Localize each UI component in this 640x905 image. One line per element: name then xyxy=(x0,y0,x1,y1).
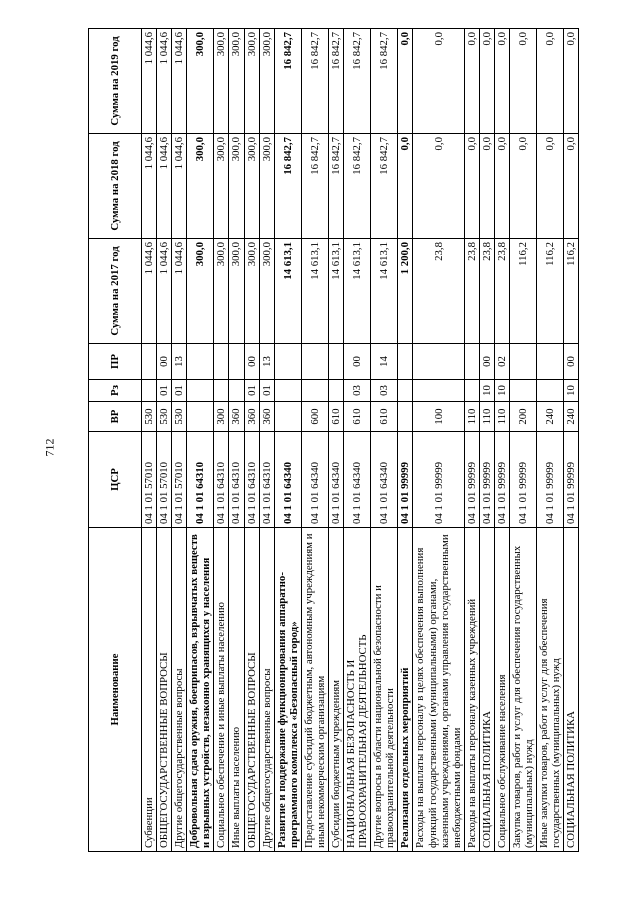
cell-vr xyxy=(187,402,214,432)
cell-vr xyxy=(398,402,413,432)
cell-sum-2017: 116,2 xyxy=(564,239,579,344)
cell-sum-2017: 14 613,1 xyxy=(344,239,371,344)
cell-name: ОБЩЕГОСУДАРСТВЕННЫЕ ВОПРОСЫ xyxy=(157,528,172,852)
cell-pr: 00 xyxy=(244,344,259,380)
cell-sum-2019: 16 842,7 xyxy=(329,29,344,134)
cell-vr: 600 xyxy=(301,402,328,432)
cell-name: ОБЩЕГОСУДАРСТВЕННЫЕ ВОПРОСЫ xyxy=(244,528,259,852)
table-row xyxy=(398,29,413,852)
cell-csr: 04 1 01 64340 xyxy=(371,432,398,528)
page-number: 712 xyxy=(42,438,57,457)
table-row xyxy=(214,29,229,852)
cell-sum-2018: 16 842,7 xyxy=(344,134,371,239)
cell-sum-2017: 14 613,1 xyxy=(274,239,301,344)
cell-name: Закупка товаров, работ и услуг для обеспечения государственных (муниципальных) нужд xyxy=(510,528,537,852)
cell-rz xyxy=(464,380,479,402)
cell-pr xyxy=(214,344,229,380)
cell-sum-2018: 300,0 xyxy=(244,134,259,239)
cell-name: Субсидии бюджетным учреждениям xyxy=(329,528,344,852)
header-vr: ВР xyxy=(89,402,142,432)
table-row xyxy=(142,29,157,852)
cell-sum-2019: 0,0 xyxy=(413,29,464,134)
cell-vr: 610 xyxy=(344,402,371,432)
cell-name: Субвенции xyxy=(142,528,157,852)
table-row xyxy=(187,29,214,852)
cell-csr: 04 1 01 99999 xyxy=(398,432,413,528)
cell-vr: 110 xyxy=(464,402,479,432)
cell-vr: 300 xyxy=(214,402,229,432)
cell-name: Иные закупки товаров, работ и услуг для обеспечения государственных (муниципальных) нужд xyxy=(537,528,564,852)
cell-csr: 04 1 01 99999 xyxy=(564,432,579,528)
cell-sum-2017: 300,0 xyxy=(259,239,274,344)
cell-pr: 13 xyxy=(259,344,274,380)
cell-csr: 04 1 01 64340 xyxy=(329,432,344,528)
cell-sum-2018: 1 044,6 xyxy=(142,134,157,239)
cell-rz: 03 xyxy=(371,380,398,402)
cell-sum-2017: 1 044,6 xyxy=(157,239,172,344)
cell-csr: 04 1 01 99999 xyxy=(464,432,479,528)
table-row xyxy=(157,29,172,852)
cell-sum-2019: 300,0 xyxy=(214,29,229,134)
cell-vr: 110 xyxy=(479,402,494,432)
cell-rz: 10 xyxy=(564,380,579,402)
header-pr: ПР xyxy=(89,344,142,380)
cell-sum-2019: 0,0 xyxy=(464,29,479,134)
cell-vr xyxy=(274,402,301,432)
cell-csr: 04 1 01 64340 xyxy=(274,432,301,528)
cell-sum-2018: 0,0 xyxy=(537,134,564,239)
cell-pr: 00 xyxy=(479,344,494,380)
cell-sum-2018: 0,0 xyxy=(479,134,494,239)
cell-vr: 200 xyxy=(510,402,537,432)
table-row xyxy=(274,29,301,852)
cell-rz xyxy=(214,380,229,402)
table-row xyxy=(479,29,494,852)
cell-vr: 530 xyxy=(157,402,172,432)
table-body xyxy=(142,29,579,852)
table-row xyxy=(229,29,244,852)
cell-csr: 04 1 01 57010 xyxy=(142,432,157,528)
cell-sum-2018: 16 842,7 xyxy=(274,134,301,239)
cell-sum-2018: 0,0 xyxy=(510,134,537,239)
cell-sum-2019: 16 842,7 xyxy=(344,29,371,134)
cell-sum-2017: 23,8 xyxy=(479,239,494,344)
cell-name: Другие вопросы в области национальной безопасности и правоохранительной деятельности xyxy=(371,528,398,852)
cell-csr: 04 1 01 99999 xyxy=(537,432,564,528)
cell-sum-2017: 23,8 xyxy=(464,239,479,344)
cell-pr xyxy=(301,344,328,380)
header-csr: ЦСР xyxy=(89,432,142,528)
cell-sum-2018: 1 044,6 xyxy=(157,134,172,239)
cell-pr xyxy=(142,344,157,380)
cell-sum-2019: 300,0 xyxy=(229,29,244,134)
cell-csr: 04 1 01 64310 xyxy=(214,432,229,528)
cell-sum-2019: 0,0 xyxy=(479,29,494,134)
cell-sum-2018: 1 044,6 xyxy=(172,134,187,239)
cell-csr: 04 1 01 99999 xyxy=(479,432,494,528)
cell-name: Социальное обеспечение и иные выплаты населению xyxy=(214,528,229,852)
cell-name: СОЦИАЛЬНАЯ ПОЛИТИКА xyxy=(479,528,494,852)
cell-vr: 240 xyxy=(564,402,579,432)
cell-sum-2019: 0,0 xyxy=(537,29,564,134)
cell-sum-2017: 116,2 xyxy=(510,239,537,344)
header-name: Наименование xyxy=(89,528,142,852)
cell-vr: 530 xyxy=(172,402,187,432)
cell-rz xyxy=(142,380,157,402)
table-row xyxy=(329,29,344,852)
cell-sum-2017: 1 044,6 xyxy=(172,239,187,344)
cell-pr xyxy=(274,344,301,380)
cell-csr: 04 1 01 99999 xyxy=(413,432,464,528)
cell-name: Иные выплаты населению xyxy=(229,528,244,852)
table-header-row xyxy=(89,29,142,852)
cell-sum-2017: 300,0 xyxy=(244,239,259,344)
table-row xyxy=(344,29,371,852)
cell-rz: 01 xyxy=(244,380,259,402)
table-row xyxy=(464,29,479,852)
cell-vr: 610 xyxy=(329,402,344,432)
cell-name: НАЦИОНАЛЬНАЯ БЕЗОПАСНОСТЬ И ПРАВООХРАНИТЕЛЬНАЯ ДЕЯТЕЛЬНОСТЬ xyxy=(344,528,371,852)
table-row xyxy=(172,29,187,852)
cell-name: Развитие и поддержание функционирования аппаратно-программного комплекса «Безопасный город» xyxy=(274,528,301,852)
cell-sum-2019: 300,0 xyxy=(244,29,259,134)
cell-sum-2017: 116,2 xyxy=(537,239,564,344)
cell-vr: 110 xyxy=(494,402,509,432)
cell-pr xyxy=(187,344,214,380)
table-row xyxy=(244,29,259,852)
cell-pr: 14 xyxy=(371,344,398,380)
cell-pr xyxy=(229,344,244,380)
cell-sum-2018: 0,0 xyxy=(564,134,579,239)
cell-name: Реализация отдельных мероприятий xyxy=(398,528,413,852)
cell-sum-2017: 23,8 xyxy=(494,239,509,344)
cell-sum-2019: 300,0 xyxy=(187,29,214,134)
cell-csr: 04 1 01 99999 xyxy=(494,432,509,528)
cell-pr xyxy=(398,344,413,380)
cell-vr: 610 xyxy=(371,402,398,432)
header-sum-2017: Сумма на 2017 год xyxy=(89,239,142,344)
cell-rz: 01 xyxy=(157,380,172,402)
cell-rz xyxy=(537,380,564,402)
cell-sum-2019: 0,0 xyxy=(510,29,537,134)
cell-sum-2017: 23,8 xyxy=(413,239,464,344)
cell-sum-2017: 300,0 xyxy=(214,239,229,344)
cell-name: Расходы на выплаты персоналу в целях обеспечения выполнения функций государственными (муниципальными) органами, казенными учреждениями, органами управления государственными внебюджетными фондами xyxy=(413,528,464,852)
cell-sum-2017: 14 613,1 xyxy=(301,239,328,344)
cell-sum-2019: 16 842,7 xyxy=(371,29,398,134)
header-sum-2019: Сумма на 2019 год xyxy=(89,29,142,134)
cell-sum-2017: 1 044,6 xyxy=(142,239,157,344)
cell-name: СОЦИАЛЬНАЯ ПОЛИТИКА xyxy=(564,528,579,852)
cell-vr: 360 xyxy=(259,402,274,432)
cell-sum-2017: 300,0 xyxy=(229,239,244,344)
cell-csr: 04 1 01 99999 xyxy=(510,432,537,528)
cell-sum-2019: 1 044,6 xyxy=(157,29,172,134)
cell-pr xyxy=(464,344,479,380)
cell-csr: 04 1 01 64310 xyxy=(187,432,214,528)
cell-vr: 530 xyxy=(142,402,157,432)
cell-rz xyxy=(413,380,464,402)
cell-sum-2018: 300,0 xyxy=(214,134,229,239)
cell-rz: 03 xyxy=(344,380,371,402)
cell-sum-2018: 0,0 xyxy=(464,134,479,239)
cell-name: Добровольная сдача оружия, боеприпасов, взрывчатых веществ и взрывных устройств, незаконно хранящихся у населения xyxy=(187,528,214,852)
cell-csr: 04 1 01 64310 xyxy=(244,432,259,528)
header-rz: Рз xyxy=(89,380,142,402)
table-row xyxy=(259,29,274,852)
cell-vr: 360 xyxy=(229,402,244,432)
cell-sum-2018: 16 842,7 xyxy=(329,134,344,239)
table-row xyxy=(494,29,509,852)
cell-sum-2017: 1 200,0 xyxy=(398,239,413,344)
table-row xyxy=(413,29,464,852)
cell-pr xyxy=(510,344,537,380)
cell-pr xyxy=(413,344,464,380)
table-row xyxy=(301,29,328,852)
cell-rz xyxy=(274,380,301,402)
cell-rz xyxy=(187,380,214,402)
table-row xyxy=(537,29,564,852)
cell-sum-2019: 16 842,7 xyxy=(301,29,328,134)
cell-name: Расходы на выплаты персоналу казенных учреждений xyxy=(464,528,479,852)
cell-pr xyxy=(537,344,564,380)
cell-csr: 04 1 01 64340 xyxy=(344,432,371,528)
cell-name: Предоставление субсидий бюджетным, автономным учреждениям и иным некоммерческим организациям xyxy=(301,528,328,852)
cell-sum-2018: 0,0 xyxy=(494,134,509,239)
cell-rz xyxy=(229,380,244,402)
cell-name: Другие общегосударственные вопросы xyxy=(259,528,274,852)
cell-vr: 240 xyxy=(537,402,564,432)
cell-sum-2018: 16 842,7 xyxy=(301,134,328,239)
cell-sum-2018: 0,0 xyxy=(398,134,413,239)
cell-vr: 360 xyxy=(244,402,259,432)
cell-sum-2017: 14 613,1 xyxy=(329,239,344,344)
cell-sum-2019: 0,0 xyxy=(494,29,509,134)
cell-csr: 04 1 01 57010 xyxy=(157,432,172,528)
cell-sum-2018: 300,0 xyxy=(229,134,244,239)
cell-rz: 01 xyxy=(172,380,187,402)
cell-sum-2017: 14 613,1 xyxy=(371,239,398,344)
cell-sum-2018: 16 842,7 xyxy=(371,134,398,239)
table-row xyxy=(564,29,579,852)
cell-sum-2017: 300,0 xyxy=(187,239,214,344)
cell-rz xyxy=(398,380,413,402)
cell-name: Социальное обслуживание населения xyxy=(494,528,509,852)
cell-pr: 13 xyxy=(172,344,187,380)
cell-rz xyxy=(301,380,328,402)
cell-sum-2018: 300,0 xyxy=(187,134,214,239)
header-sum-2018: Сумма на 2018 год xyxy=(89,134,142,239)
budget-table xyxy=(88,28,579,852)
cell-pr: 02 xyxy=(494,344,509,380)
cell-pr xyxy=(329,344,344,380)
cell-sum-2019: 1 044,6 xyxy=(172,29,187,134)
cell-csr: 04 1 01 64310 xyxy=(259,432,274,528)
cell-sum-2019: 0,0 xyxy=(564,29,579,134)
cell-csr: 04 1 01 64340 xyxy=(301,432,328,528)
cell-rz xyxy=(510,380,537,402)
cell-sum-2019: 1 044,6 xyxy=(142,29,157,134)
cell-rz: 10 xyxy=(479,380,494,402)
cell-pr: 00 xyxy=(157,344,172,380)
cell-pr: 00 xyxy=(564,344,579,380)
cell-rz: 10 xyxy=(494,380,509,402)
table-row xyxy=(371,29,398,852)
cell-vr: 100 xyxy=(413,402,464,432)
cell-sum-2019: 0,0 xyxy=(398,29,413,134)
cell-rz xyxy=(329,380,344,402)
cell-rz: 01 xyxy=(259,380,274,402)
cell-csr: 04 1 01 57010 xyxy=(172,432,187,528)
cell-pr: 00 xyxy=(344,344,371,380)
cell-sum-2018: 0,0 xyxy=(413,134,464,239)
cell-sum-2019: 16 842,7 xyxy=(274,29,301,134)
cell-name: Другие общегосударственные вопросы xyxy=(172,528,187,852)
budget-table-container xyxy=(88,29,610,852)
table-row xyxy=(510,29,537,852)
cell-sum-2018: 300,0 xyxy=(259,134,274,239)
cell-sum-2019: 300,0 xyxy=(259,29,274,134)
cell-csr: 04 1 01 64310 xyxy=(229,432,244,528)
